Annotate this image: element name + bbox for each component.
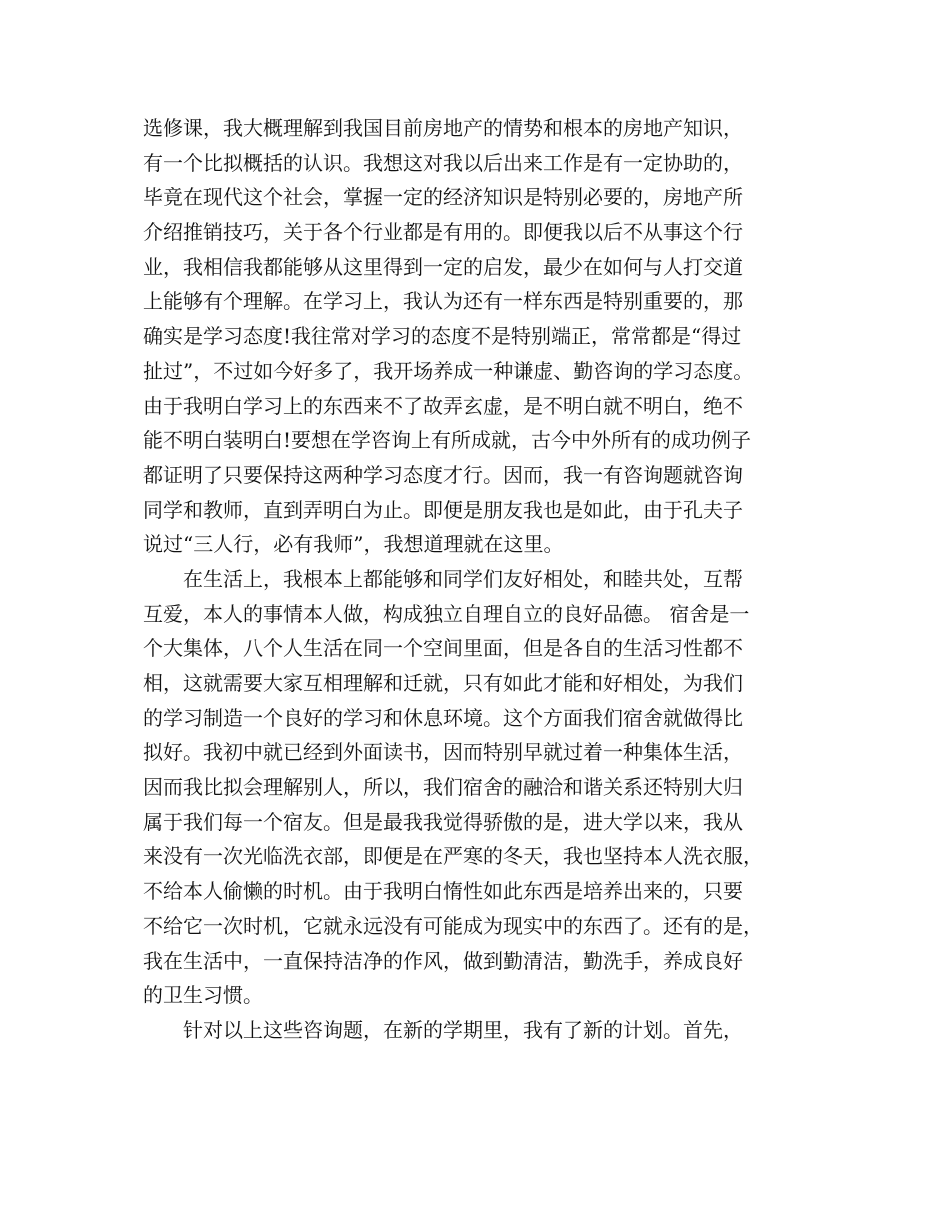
text-line: 因而我比拟会理解别人，所以，我们宿舍的融洽和谐关系还特别大归 [143, 775, 743, 800]
text-line: 都证明了只要保持这两种学习态度才行。因而，我一有咨询题就咨询 [143, 462, 743, 487]
text-line: 相，这就需要大家互相理解和迁就，只有如此才能和好相处，为我们 [143, 671, 743, 695]
text-line: 说过“三人行，必有我师”，我想道理就在这里。 [143, 532, 564, 557]
text-line: 不给本人偷懒的时机。由于我明白惰性如此东西是培养出来的，只要 [143, 879, 743, 904]
text-line: 有一个比拟概括的认识。我想这对我以后出来工作是有一定协助的， [143, 150, 743, 175]
text-line: 属于我们每一个宿友。但是最我我觉得骄傲的是，进大学以来，我从 [143, 809, 743, 834]
text-line: 来没有一次光临洗衣部，即便是在严寒的冬天，我也坚持本人洗衣服， [143, 844, 763, 869]
text-line: 不给它一次时机，它就永远没有可能成为现实中的东西了。还有的是， [143, 913, 763, 938]
text-line: 互爱，本人的事情本人做，构成独立自理自立的良好品德。 宿舍是一 [143, 601, 750, 626]
body-text [143, 111, 803, 1048]
text-line: 业，我相信我都能够从这里得到一定的启发，最少在如何与人打交道 [143, 254, 743, 279]
text-line: 介绍推销技巧，关于各个行业都是有用的。即便我以后不从事这个行 [143, 220, 743, 245]
text-line: 确实是学习态度!我往常对学习的态度不是特别端正，常常都是“得过 [143, 324, 742, 349]
text-line: 在生活上，我根本上都能够和同学们友好相处，和睦共处，互帮 [143, 566, 743, 591]
text-line: 选修课，我大概理解到我国目前房地产的情势和根本的房地产知识， [143, 116, 743, 140]
text-line: 个大集体，八个人生活在同一个空间里面，但是各自的生活习性都不 [143, 636, 743, 661]
text-line: 毕竟在现代这个社会，掌握一定的经济知识是特别必要的，房地产所 [143, 185, 743, 210]
text-line: 针对以上这些咨询题，在新的学期里，我有了新的计划。首先， [143, 1017, 743, 1042]
text-line: 的卫生习惯。 [143, 983, 263, 1008]
text-line: 扯过”，不过如今好多了，我开场养成一种谦虚、勤咨询的学习态度。 [143, 358, 754, 383]
text-line: 同学和教师，直到弄明白为止。即便是朋友我也是如此，由于孔夫子 [143, 497, 743, 522]
text-line: 由于我明白学习上的东西来不了故弄玄虚，是不明白就不明白，绝不 [143, 393, 743, 418]
text-line: 我在生活中，一直保持洁净的作风，做到勤清洁，勤洗手，养成良好 [143, 948, 743, 973]
text-line: 拟好。我初中就已经到外面读书，因而特别早就过着一种集体生活， [143, 740, 743, 765]
text-line: 能不明白装明白!要想在学咨询上有所成就，古今中外所有的成功例子 [143, 428, 752, 453]
text-line: 的学习制造一个良好的学习和休息环境。这个方面我们宿舍就做得比 [143, 705, 743, 730]
text-line: 上能够有个理解。在学习上，我认为还有一样东西是特别重要的，那 [143, 289, 743, 314]
